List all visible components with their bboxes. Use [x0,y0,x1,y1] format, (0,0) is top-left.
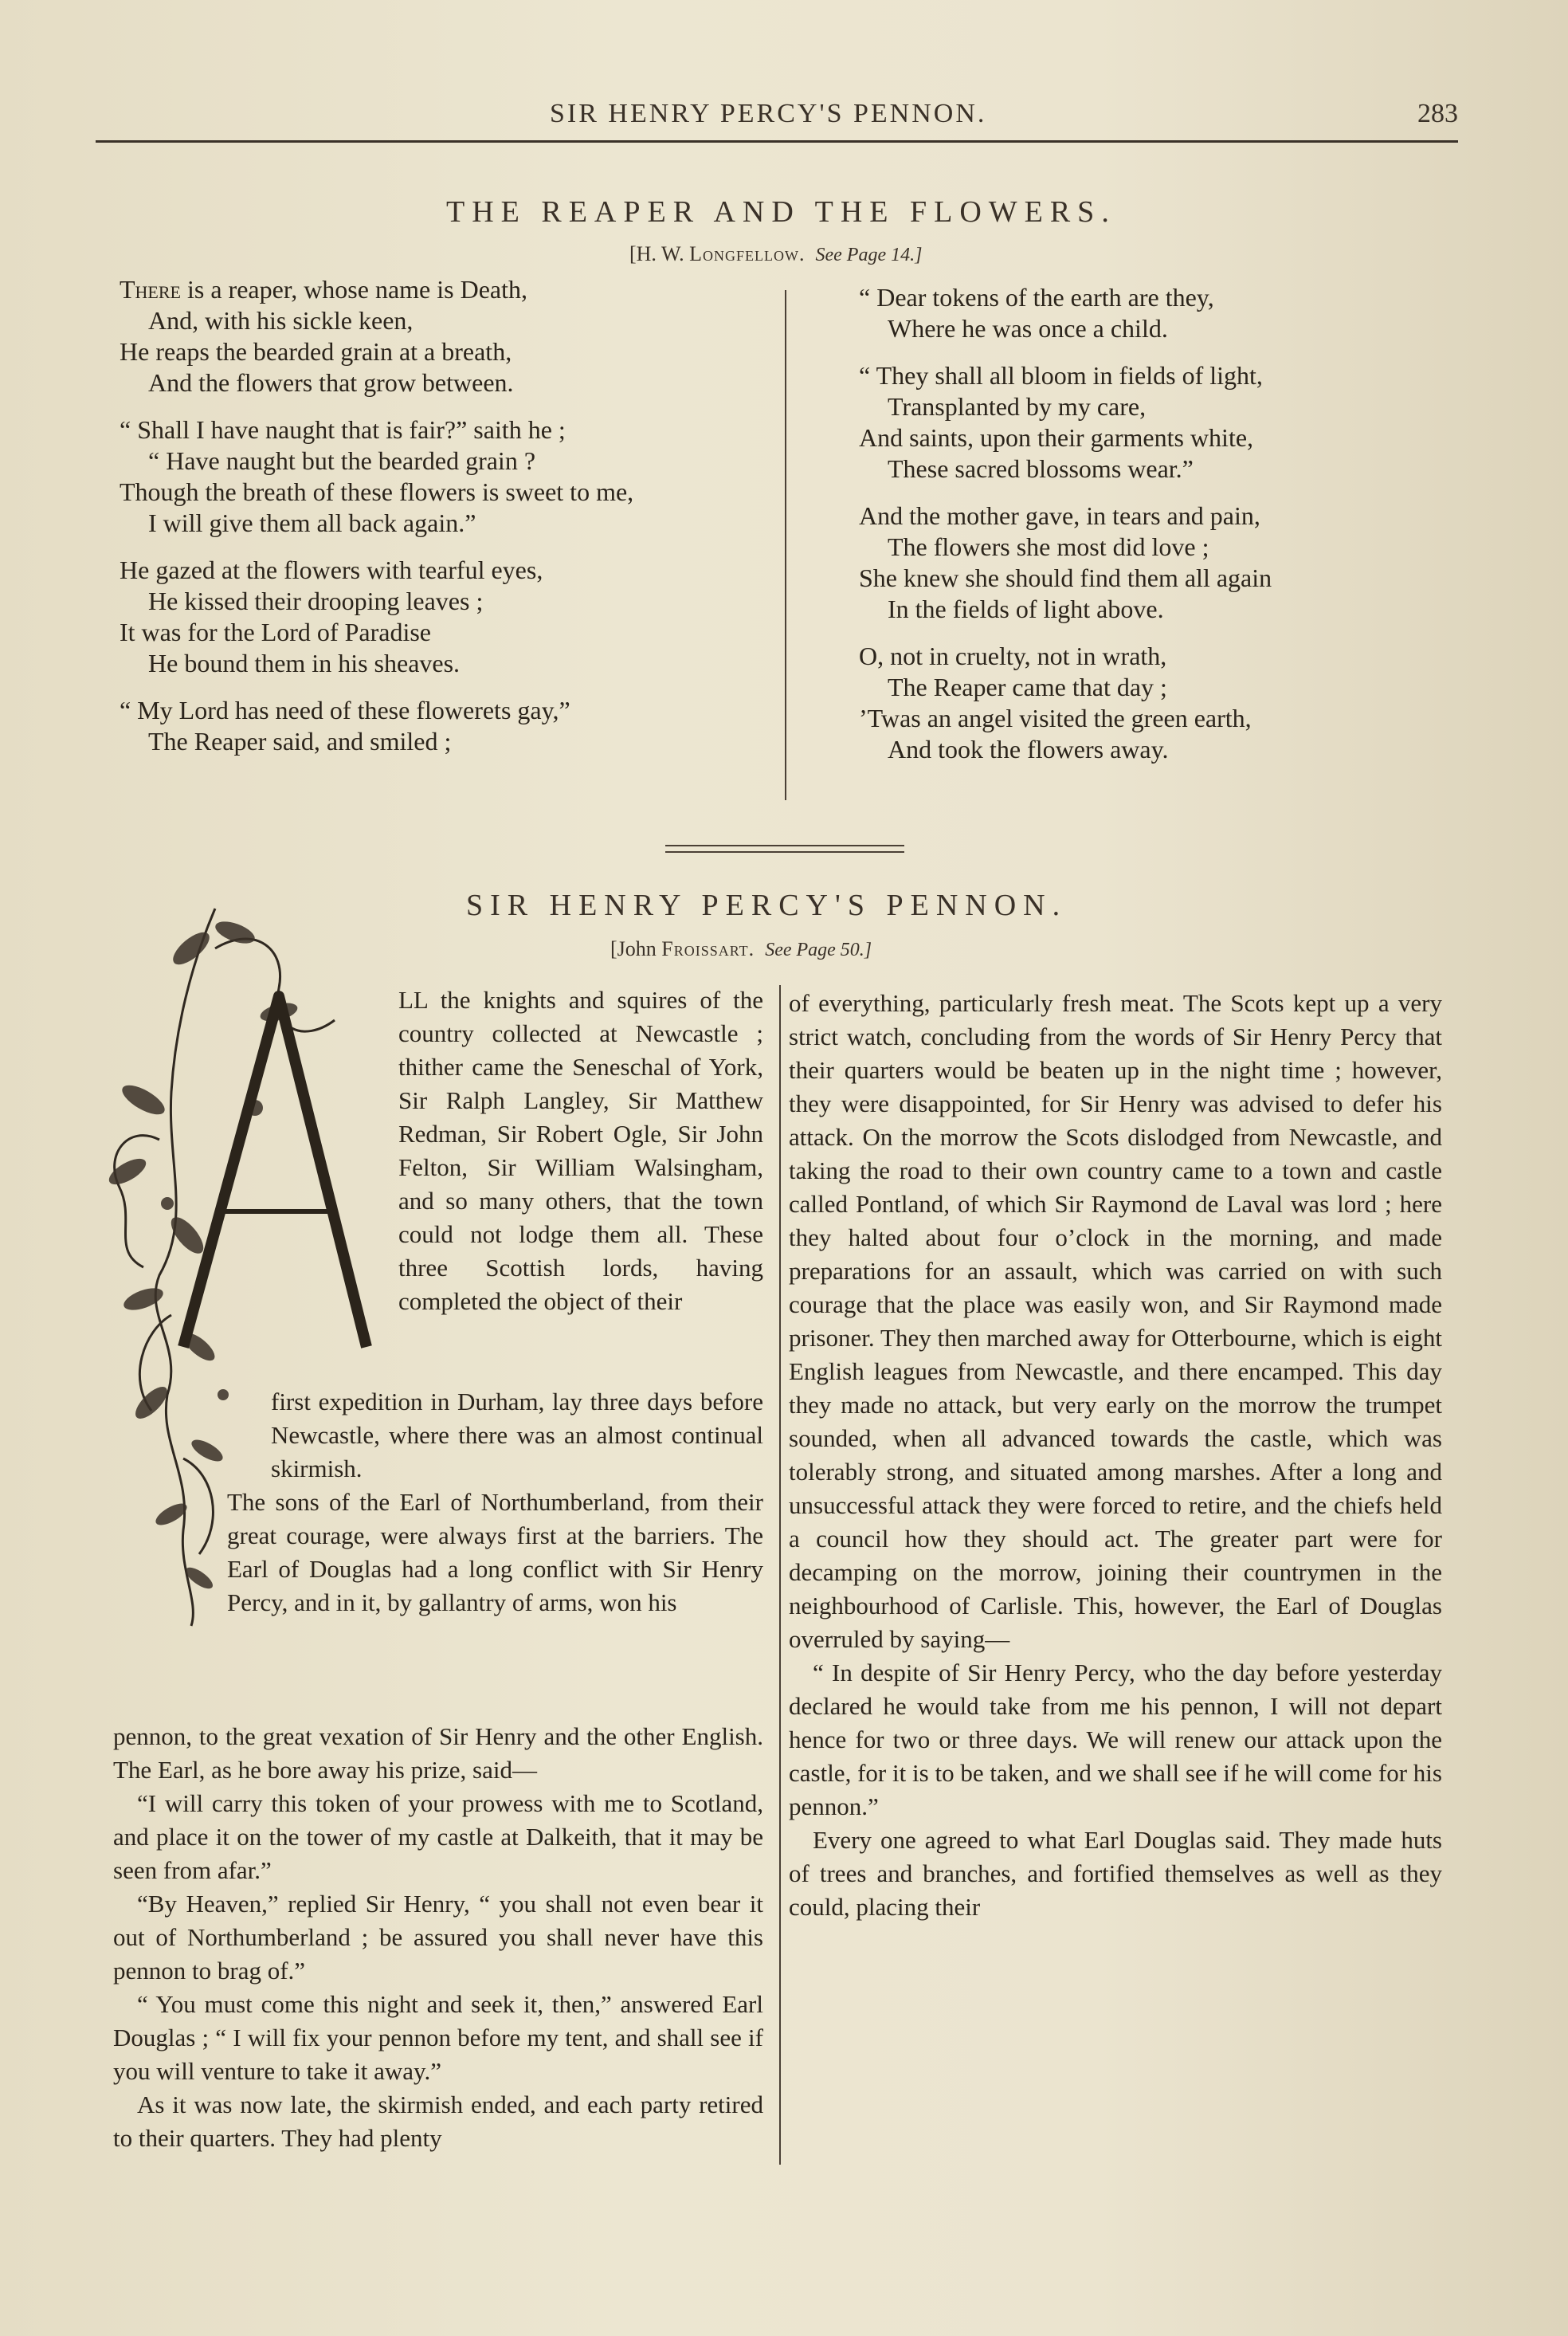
prose-left-narrow [398,983,763,1318]
stanza [859,282,1464,344]
poem-line: “ My Lord has need of these flowerets gay,” [120,696,570,724]
poem-line: It was for the Lord of Paradise [120,618,431,646]
poem-credit-see: See Page 14.] [815,245,923,265]
prose-left-wide [227,1486,763,1619]
prose-right-column [789,987,1442,1924]
prose-paragraph: “I will carry this token of your prowess with me to Scotland, and place it on the tower of my castle at Dalkeith, that it may be seen from afar.” [113,1789,763,1884]
stanza [120,414,781,539]
running-title: SIR HENRY PERCY'S PENNON. [550,99,987,128]
poem-line: “ They shall all bloom in fields of light, [859,361,1263,390]
poem-line: And took the flowers away. [888,735,1169,764]
poem-line: In the fields of light above. [888,595,1164,623]
poem-lead-word: There [120,275,181,304]
poem-credit-author: Longfellow. [689,242,806,265]
section-rule [665,851,904,853]
stanza [859,501,1464,625]
poem-left-column [120,274,781,773]
poem-credit [629,242,922,266]
poem-line: The Reaper came that day ; [888,673,1167,701]
poem-line: “ Have naught but the bearded grain ? [148,446,536,475]
prose-paragraph: “ In despite of Sir Henry Percy, who the day before yesterday declared he would take from me his pennon, I will not depart hence for two or three days. We will renew our attack upon the castle, for it is to be taken, and we shall see if he will come for his pennon.” [789,1659,1442,1820]
head-rule [96,140,1458,143]
prose-credit-see: See Page 50.] [765,940,872,960]
stanza [120,274,781,398]
stanza [120,695,781,757]
prose-paragraph: Every one agreed to what Earl Douglas said. They made huts of trees and branches, and fortified themselves as well as they could, placing their [789,1826,1442,1921]
stanza [120,555,781,679]
prose-paragraph-fragment: first expedition in Durham, lay three days before Newcastle, where there was an almost continual skirmish. [271,1388,763,1482]
prose-paragraph-fragment: pennon, to the great vexation of Sir Henry and the other English. The Earl, as he bore away his prize, said— [113,1722,763,1784]
poem-line: She knew she should find them all again [859,563,1272,592]
poem-line: Though the breath of these flowers is sweet to me, [120,477,634,506]
prose-paragraph: of everything, particularly fresh meat. The Scots kept up a very strict watch, concluding from the words of Sir Henry Percy that their quarters would be beaten up in the night time ; however, they were disappointed, for Sir Henry was advised to defer his attack. On the morrow the Scots dislodged from Newcastle, and taking the road to their own country came to a town and castle called Pontland, of which Sir Raymond de Laval was lord ; here they halted about four o’clock in the morning, and made preparations for an assault, which was carried on with such courage that the place was easily won, and Sir Raymond made prisoner. They then marched away for Otterbourne, which is eight English leagues from Newcastle, and there encamped. This day they made no attack, but very early on the morrow the trumpet sounded, when all advanced towards the castle, which was tolerably strong, and situated among marshes. After a long and unsuccessful attack they were forced to retire, and the chiefs held a council how they should act. The greater part were for decamping on the morrow, joining their countrymen in the neighbourhood of Carlisle. This, however, the Earl of Douglas overruled by saying— [789,989,1442,1653]
prose-title: SIR HENRY PERCY'S PENNON. [466,889,1068,922]
prose-paragraph: “By Heaven,” replied Sir Henry, “ you shall not even bear it out of Northumberland ; be assured you shall never have this pennon to brag of.” [113,1890,763,1985]
prose-paragraph-fragment: The sons of the Earl of Northumberland, from their great courage, were always first at the barriers. The Earl of Douglas had a long conflict with Sir Henry Percy, and in it, by gallantry of arms, won his [227,1488,763,1616]
prose-paragraph: “ You must come this night and seek it, then,” answered Earl Douglas ; “ I will fix your pennon before my tent, and shall see if you will venture to take it away.” [113,1990,763,2085]
stanza [859,360,1464,485]
running-head [96,94,1458,147]
poem-column-divider [785,290,786,800]
poem-right-column [859,282,1464,781]
prose-opening: LL the knights and squires of the country collected at Newcastle ; thither came the Seneschal of York, Sir Ralph Langley, Sir Matthew Redman, Sir Robert Ogle, Sir John Felton, Sir William Walsingham, and so many others, that the town could not lodge them all. These three Scottish lords, having completed the object of their [398,986,763,1315]
poem-line: “ Shall I have naught that is fair?” saith he ; [120,415,566,444]
poem-line: He bound them in his sheaves. [148,649,461,677]
prose-credit-author: Froissart. [661,937,755,960]
poem-title: THE REAPER AND THE FLOWERS. [446,195,1116,229]
poem-line: And saints, upon their garments white, [859,423,1254,452]
poem-line: Where he was once a child. [888,314,1168,343]
poem-line: He reaps the bearded grain at a breath, [120,337,512,366]
poem-line: He kissed their drooping leaves ; [148,587,484,615]
prose-column-divider [779,985,781,2165]
poem-line: The flowers she most did love ; [888,532,1209,561]
page-number: 283 [1417,99,1458,128]
poem-line: He gazed at the flowers with tearful eyes, [120,556,543,584]
stanza [859,641,1464,765]
poem-line: O, not in cruelty, not in wrath, [859,642,1167,670]
poem-line-text: is a reaper, whose name is Death, [181,275,527,304]
poem-line: The Reaper said, and smiled ; [148,727,452,756]
prose-left-full [113,1720,763,2155]
section-rule [665,845,904,846]
poem-line [120,274,781,305]
poem-line: “ Dear tokens of the earth are they, [859,283,1214,312]
prose-left-mid [271,1385,763,1486]
poem-credit-open: [H. W. [629,242,690,265]
prose-paragraph: As it was now late, the skirmish ended, and each party retired to their quarters. They had plenty [113,2091,763,2152]
prose-credit [610,937,872,961]
poem-line: Transplanted by my care, [888,392,1147,421]
poem-line: And, with his sickle keen, [148,306,414,335]
prose-credit-open: [John [610,937,662,960]
poem-line: These sacred blossoms wear.” [888,454,1194,483]
poem-line: And the flowers that grow between. [148,368,514,397]
poem-line: I will give them all back again.” [148,508,476,537]
poem-line: And the mother gave, in tears and pain, [859,501,1260,530]
poem-line: ’Twas an angel visited the green earth, [859,704,1252,732]
